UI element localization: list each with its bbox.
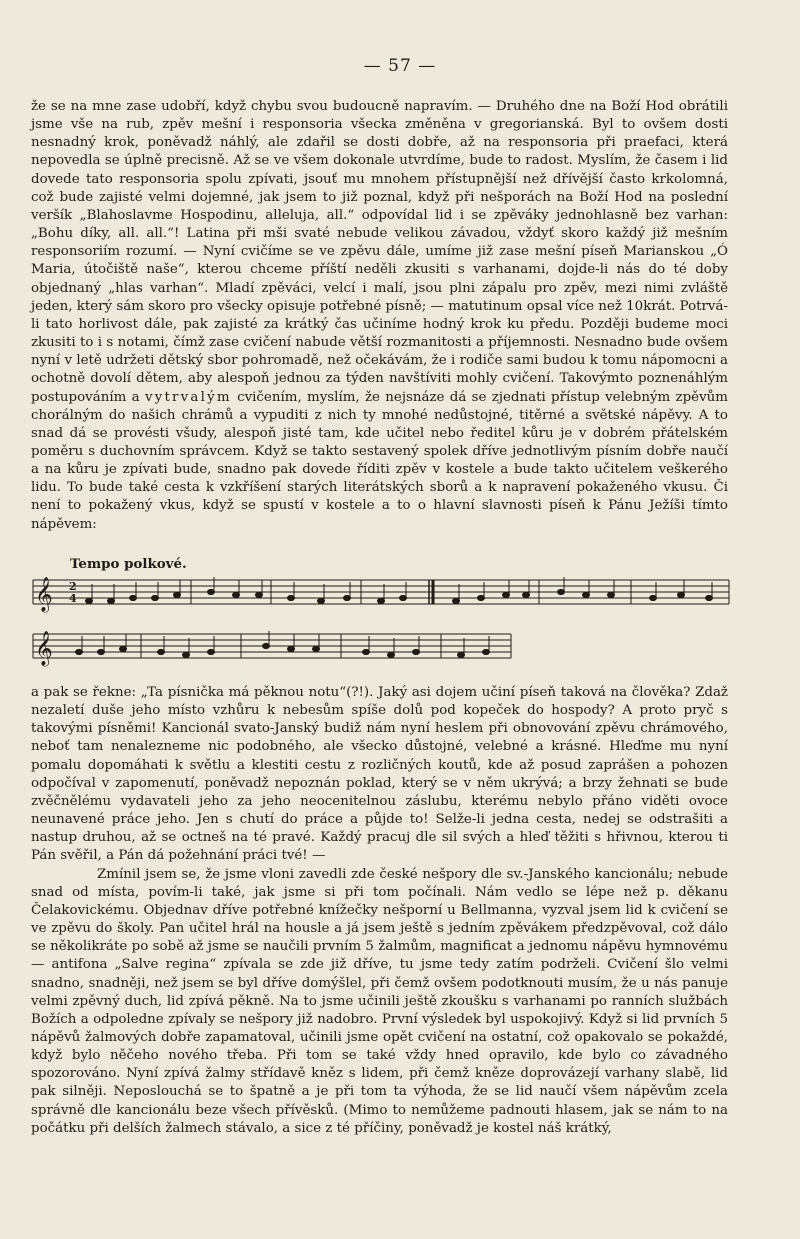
music-staff-2 — [31, 626, 731, 670]
paragraph-1-part-b: cvičením, myslím, že nejsnáze dá se zjednati přístup velebným zpěvům chorálným do našich chrámů a vypuditi z nich ty mnohé nedůstojné, titěrné a světské nápěvy. A to snad dá se provésti všudy, alespoň jisté tam, kde učitel nebo ředitel kůru je v dobrém přátelském poměru s duchovním správcem. Když se takto sestavený spolek dříve jednotlivým písním dobře naučí a na kůru je zpívati bude, snadno pak dovede říditi zpěv v kostele a bude takto učitelem veškerého lidu. To bude také cesta k vzkříšení starých literátských sborů a k napravení pokaženého vkusu. Či není to pokažený vkus, když se spustí v kostele a to o hlavní slavnosti píseň k Pánu Ježíši tímto nápěvem: — [31, 389, 728, 532]
svg-text:𝄞: 𝄞 — [35, 577, 53, 612]
svg-text:2: 2 — [69, 580, 77, 593]
svg-text:𝄞: 𝄞 — [35, 631, 53, 666]
page-number: — 57 — — [363, 56, 437, 76]
paragraph-3: Zmínil jsem se, že jsme vloni zavedli zde české nešpory dle sv.-Janského kancionálu; nebude snad od místa, povím-li také, jak jsme si při tom počínali. Nám vedlo se lépe než p. děkanu Čelakovickému. Objednav dříve potřebné knížečky nešporní u Bellmanna, vyzval jsem lid k cvičení se ve zpěvu do školy. Pan učitel hrál na housle a já jsem ještě s jedním zpěvákem předzpěvoval, což dálo se několikráte po sobě až jsme se naučili prvním 5 žalmům, magnificat a jednomu nápěvu hymnovému — antifona „Salve regina“ zpívala se zde již dříve, tu jsme tedy zatím podrželi. Cvičení šlo velmi snadno, snadněji, než jsem se byl dříve domýšlel, při čemž ovšem podotknouti musím, že u nás panuje velmi zpěvný duch, lid zpívá pěkně. Na to jsme učinili ještě zkoušku s varhanami po ranních službách Božích a odpoledne zpívaly se nešpory již nadobro. První výsledek byl uspokojivý. Když si lid prvních 5 nápěvů žalmových dobře zapamatoval, učinili jsme opět cvičení na ostatní, což opakovalo se pokaždé, když bylo něčeho nového třeba. Při tom se také vždy hned opravilo, kde bylo co závadného spozorováno. Nyní zpívá žalmy střídavě kněz s lidem, při čemž kněze doprovázejí varhany slabě, lid pak silněji. Neposlouchá se to špatně a je při tom ta výhoda, že se lid naučí všem nápěvům zcela správně dle kancionálu beze všech přívěsků. (Mimo to nemůžeme padnouti hlasem, jak se nám to na počátku při delších žalmech stávalo, a sice z té příčiny, poněvadž je kostel náš krátký, — [31, 866, 728, 1136]
music-staff-1 — [31, 572, 731, 616]
paragraph-2: a pak se řekne: „Ta písnička má pěknou notu“(?!). Jaký asi dojem učiní píseň taková na člověka? Zdaž nezaletí duše jeho místo vzhůru k nebesům spíše dolů pod kopeček do hospody? A proto pryč s takovými písněmi! Kancionál svato-Janský budiž nám nyní heslem při obnovování zpěvu chrámového, neboť tam nenalezneme nic podobného, ale všecko důstojné, velebné a krásné. Hleďme mu nyní pomalu dopomáhati k světlu a klestiti cestu z rozličných koutů, kde až posud zaprášen a pohozen odpočíval v zapomenutí, poněvadž nepoznán poklad, který se v něm ukrývá; a brzy žehnati se bude zvěčnělému vydavateli jeho za jeho neocenitelnou záslubu, kterému nebylo přáno viděti ovoce neunavené práce jeho. Jen s chutí do práce a půjde to! Selže-li jedna cesta, nedej se odstrašiti a nastup druhou, až se octneš na té pravé. Každý pracuj dle sil svých a hleď těžiti s hřivnou, kterou ti Pán svěřil, a Pán dá požehnání práci tvé! — — [31, 685, 728, 864]
svg-text:4: 4 — [69, 592, 77, 605]
emphasized-word: vytrvalým — [144, 389, 232, 405]
paragraph-1-part-a: že se na mne zase udobří, když chybu svou budoucně napravím. — Druhého dne na Boží Hod obrátili jsme vše na rub, zpěv mešní i responsoria všecka změněna v gregorianská. Byl to ovšem dosti nesnadný krok, poněvadž náhlý, ale zdařil se dosti dobře, až na responsoria při praefaci, která nepovedla se úplně precisně. Až se ve všem dokonale utvrdíme, bude to radost. Myslím, že časem i lid dovede tato responsoria spolu zpívati, jsouť mu mnohem přístupnější než dřívější často krkolomná, což bude zajisté velmi dojemné, jak jsem to již poznal, když při nešporách na Boží Hod na poslední veršík „Blahoslavme Hospodinu, alleluja, all.“ odpovídal lid i se zpěváky jednohlasně bez varhan: „Bohu díky, all. all.“! Latina při mši svaté nebude velikou závadou, vždyť skoro každý již mešním responsoriím rozumí. — Nyní cvičíme se ve zpěvu dále, umíme již zase mešní píseň Marianskou „Ó Maria, útočiště naše“, kterou chceme příští neděli zkusiti s varhanami, dojde-li nás do té doby objednaný „hlas varhan“. Mladí zpěváci, velcí i malí, jsou plni zápalu pro zpěv, mezi nimi zvláště jeden, který sám skoro pro všecky opisuje potřebné písně; — matutinum opsal více než 10krát. Potrvá-li tato horlivost dále, pak zajisté za krátký čas učiníme hodný krok ku předu. Později budeme moci zkusiti to i s notami, čímž zase cvičení nabude větší rozmanitosti a příjemnosti. Nesnadno bude ovšem nyní v letě udržeti dětský sbor pohromadě, než očekávám, že i rodiče sami budou k tomu nápomocni a ochotně dovolí dětem, aby alespoň jednou za týden navštíviti mohly cvičení. Takovýmto poznenáhlým postupováním a — [31, 99, 728, 405]
text-block-top — [31, 98, 728, 534]
text-block-bottom — [31, 684, 728, 1138]
paragraph-1 — [31, 98, 728, 534]
tempo-marking: Tempo polkové. — [70, 556, 187, 572]
